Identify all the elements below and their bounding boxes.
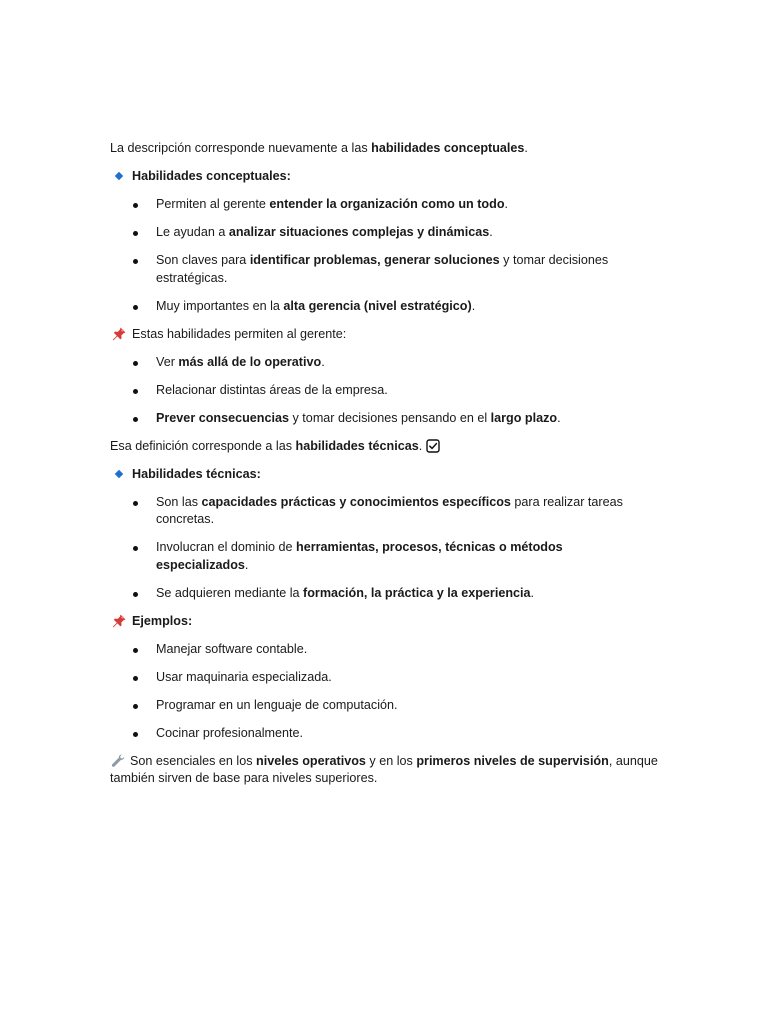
small-blue-diamond-icon — [115, 172, 123, 180]
list-item-text: Permiten al gerente — [156, 197, 270, 211]
list-item-end: y tomar decisiones — [499, 253, 609, 267]
technical-heading-text: Habilidades técnicas: — [132, 466, 261, 481]
list-item — [110, 252, 658, 287]
closing-end: , aunque — [608, 753, 658, 768]
examples-heading — [110, 613, 658, 631]
list-item-text: y tomar decisiones pensando en el — [289, 410, 491, 425]
intro-end: . — [524, 141, 528, 155]
technical-intro-bold: habilidades técnicas — [295, 438, 419, 453]
list-item-bold: identificar problemas, generar soluciones — [249, 253, 500, 267]
list-item-end: para realizar tareas — [510, 494, 623, 509]
conceptual-heading — [110, 168, 658, 186]
examples-heading-text: Ejemplos: — [132, 613, 193, 628]
list-item — [110, 669, 658, 687]
list-item-end: . — [471, 298, 476, 313]
list-item — [110, 697, 658, 715]
intro-bold: habilidades conceptuales — [371, 141, 525, 155]
list-item-bold: más allá de lo operativo — [178, 354, 322, 369]
list-item-bold-2: largo plazo — [490, 410, 558, 425]
technical-intro-text: Esa definición corresponde a las — [110, 438, 296, 453]
list-item-end: . — [504, 197, 509, 211]
closing-bold-1: niveles operativos — [256, 753, 366, 768]
list-item-text: Se adquieren mediante la — [156, 585, 304, 600]
list-item — [110, 298, 658, 316]
list-item — [110, 725, 658, 743]
list-item-bold: capacidades prácticas y conocimientos específicos — [201, 494, 511, 509]
list-item-end: . — [557, 410, 561, 425]
bullet-icon — [133, 259, 138, 264]
bullet-icon — [133, 501, 138, 506]
bullet-icon — [133, 305, 138, 310]
bullet-icon — [133, 231, 138, 236]
list-item — [110, 382, 658, 400]
list-item — [110, 539, 658, 574]
list-item — [110, 641, 658, 659]
list-item-end: . — [489, 225, 493, 239]
technical-intro-end: . — [418, 438, 423, 453]
bullet-icon — [133, 592, 138, 597]
intro-paragraph — [110, 140, 658, 158]
list-item-text: Son las — [156, 494, 202, 509]
list-item-bold: herramientas, procesos, técnicas o métodos especializados — [156, 540, 563, 572]
list-item-text: Son claves para — [156, 253, 250, 267]
list-item-line2: estratégicas. — [156, 270, 228, 285]
bullet-icon — [133, 203, 138, 208]
pushpin-icon — [111, 613, 127, 629]
closing-paragraph — [110, 753, 658, 788]
list-item-text: Manejar software contable. — [156, 641, 308, 656]
list-item-text: Involucran el dominio de — [156, 540, 297, 554]
list-item-bold: Prever consecuencias — [156, 410, 290, 425]
bullet-icon — [133, 546, 138, 551]
list-item — [110, 354, 658, 372]
list-item — [110, 224, 658, 242]
closing-mid: y en los — [365, 753, 417, 768]
conceptual-allow-heading — [110, 326, 658, 344]
bullet-icon — [133, 417, 138, 422]
list-item-line2: concretas. — [156, 512, 215, 526]
wrench-icon — [110, 753, 126, 769]
list-item — [110, 410, 658, 428]
list-item — [110, 494, 658, 529]
list-item-text: Programar en un lenguaje de computación. — [156, 697, 398, 712]
list-item-text: Ver — [156, 354, 179, 369]
bullet-icon — [133, 389, 138, 394]
list-item-end: . — [530, 585, 535, 600]
technical-intro-paragraph — [110, 438, 658, 456]
check-box-icon — [426, 439, 440, 453]
list-item-bold: analizar situaciones complejas y dinámicas — [228, 225, 490, 239]
bullet-icon — [133, 676, 138, 681]
closing-line-2: también sirven de base para niveles superiores. — [110, 771, 378, 785]
list-item-end: . — [244, 557, 249, 572]
small-blue-diamond-icon — [115, 469, 123, 477]
conceptual-heading-text: Habilidades conceptuales: — [132, 169, 291, 183]
list-item — [110, 585, 658, 603]
pushpin-icon — [111, 326, 127, 342]
intro-text: La descripción corresponde nuevamente a las — [110, 141, 372, 155]
technical-heading — [110, 466, 658, 484]
bullet-icon — [133, 361, 138, 366]
list-item-bold: formación, la práctica y la experiencia — [303, 585, 531, 600]
list-item-text: Usar maquinaria especializada. — [156, 669, 332, 684]
closing-text: Son esenciales en los — [130, 753, 257, 768]
list-item-bold: entender la organización como un todo — [269, 197, 505, 211]
closing-line-1 — [110, 753, 658, 771]
closing-bold-2: primeros niveles de supervisión — [416, 753, 609, 768]
list-item-text: Muy importantes en la — [156, 298, 284, 313]
bullet-icon — [133, 704, 138, 709]
bullet-icon — [133, 732, 138, 737]
list-item-end: . — [321, 354, 325, 369]
list-item-text: Relacionar distintas áreas de la empresa. — [156, 382, 388, 397]
conceptual-allow-text: Estas habilidades permiten al gerente: — [132, 326, 347, 341]
list-item-text: Le ayudan a — [156, 225, 229, 239]
list-item-text: Cocinar profesionalmente. — [156, 725, 304, 740]
document-page — [110, 140, 658, 788]
list-item-bold: alta gerencia (nivel estratégico) — [283, 298, 472, 313]
bullet-icon — [133, 648, 138, 653]
list-item — [110, 196, 658, 214]
